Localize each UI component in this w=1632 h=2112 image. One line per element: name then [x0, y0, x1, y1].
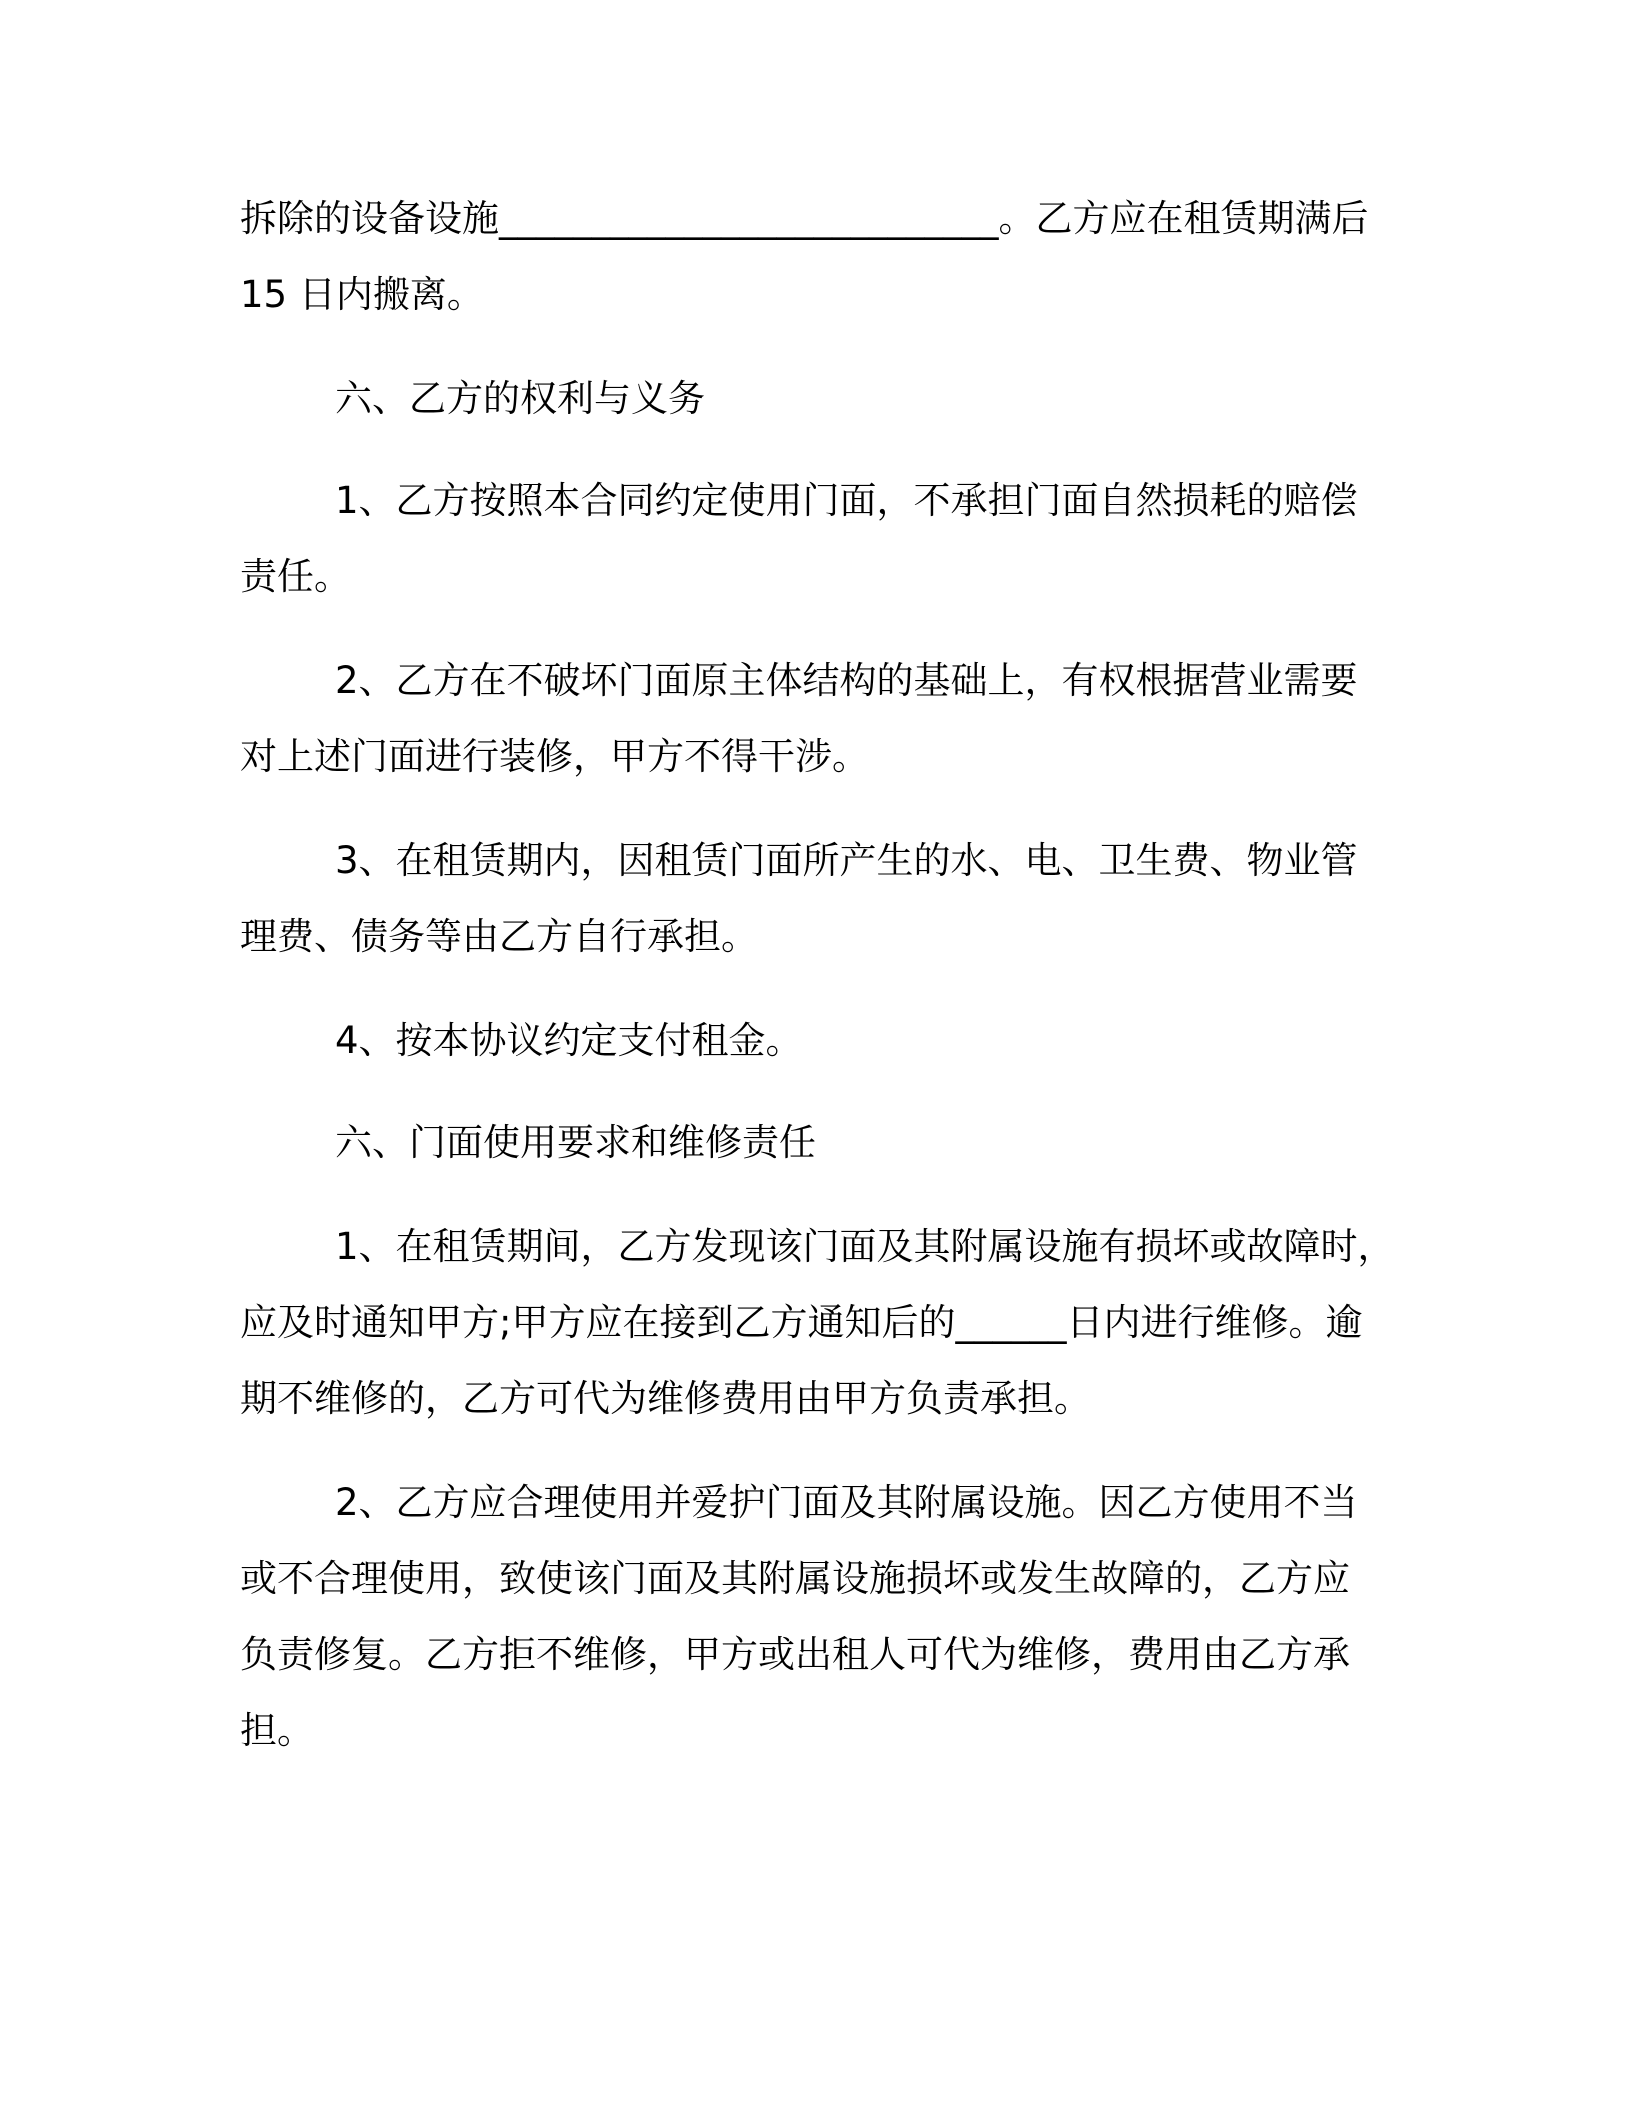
- text-line: 应及时通知甲方;甲方应在接到乙方通知后的______日内进行维修。逾: [240, 1301, 1363, 1344]
- text-line: 负责修复。乙方拒不维修，甲方或出租人可代为维修，费用由乙方承: [240, 1633, 1350, 1676]
- text-line: 或不合理使用，致使该门面及其附属设施损坏或发生故障的，乙方应: [240, 1557, 1350, 1600]
- text-line: 理费、债务等由乙方自行承担。: [240, 915, 758, 958]
- text-line: 2、乙方应合理使用并爱护门面及其附属设施。因乙方使用不当: [335, 1481, 1358, 1524]
- text-line: 拆除的设备设施___________________________。乙方应在租赁期满后: [240, 197, 1369, 240]
- text-line: 1、乙方按照本合同约定使用门面，不承担门面自然损耗的赔偿: [335, 479, 1358, 522]
- text-line: 期不维修的，乙方可代为维修费用由甲方负责承担。: [240, 1377, 1091, 1420]
- text-line: 4、按本协议约定支付租金。: [335, 1019, 803, 1062]
- text-line: 对上述门面进行装修，甲方不得干涉。: [240, 735, 869, 778]
- text-line: 2、乙方在不破坏门面原主体结构的基础上，有权根据营业需要: [335, 659, 1358, 702]
- section-heading: 六、乙方的权利与义务: [335, 377, 705, 420]
- text-line: 责任。: [240, 555, 351, 598]
- text-line: 3、在租赁期内，因租赁门面所产生的水、电、卫生费、物业管: [335, 839, 1358, 882]
- section-heading: 六、门面使用要求和维修责任: [335, 1121, 816, 1164]
- text-line: 15 日内搬离。: [240, 273, 484, 316]
- text-line: 1、在租赁期间，乙方发现该门面及其附属设施有损坏或故障时，: [335, 1225, 1395, 1268]
- text-line: 担。: [240, 1709, 314, 1752]
